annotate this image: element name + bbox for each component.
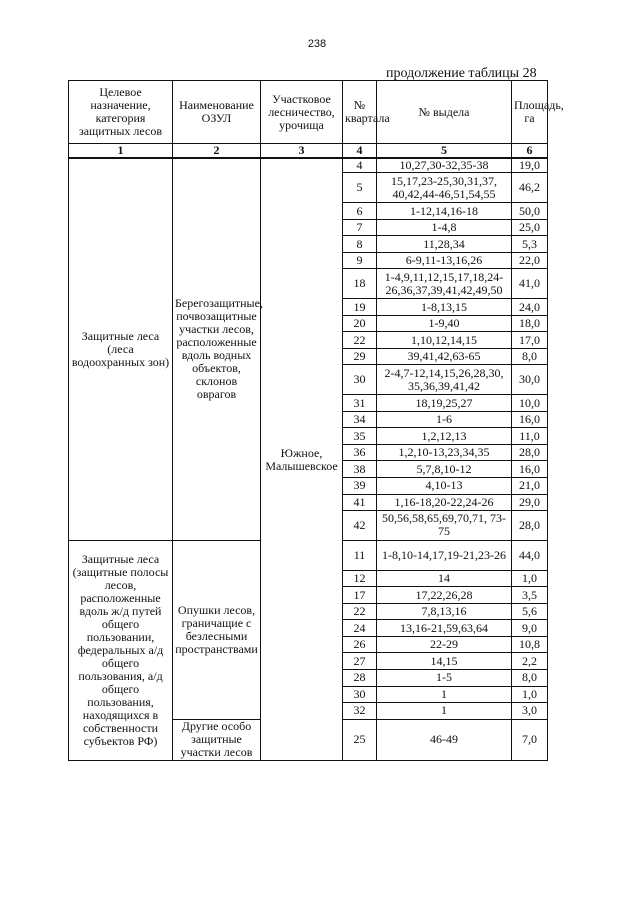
kvartal-cell: 5	[343, 173, 377, 203]
area-cell: 50,0	[512, 203, 548, 220]
kvartal-cell: 32	[343, 703, 377, 720]
area-cell: 16,0	[512, 411, 548, 428]
header-number: 2	[173, 144, 261, 159]
kvartal-cell: 38	[343, 461, 377, 478]
header-number-row	[69, 144, 548, 159]
kvartal-cell: 17	[343, 587, 377, 604]
header-row	[69, 81, 548, 144]
area-cell: 21,0	[512, 477, 548, 494]
area-cell: 3,0	[512, 703, 548, 720]
vydel-cell: 1,10,12,14,15	[377, 332, 512, 349]
area-cell: 24,0	[512, 299, 548, 316]
kvartal-cell: 7	[343, 219, 377, 236]
vydel-cell: 15,17,23-25,30,31,37, 40,42,44-46,51,54,55	[377, 173, 512, 203]
kvartal-cell: 29	[343, 348, 377, 365]
header-number: 4	[343, 144, 377, 159]
kvartal-cell: 30	[343, 686, 377, 703]
vydel-cell: 2-4,7-12,14,15,26,28,30, 35,36,39,41,42	[377, 365, 512, 395]
vydel-cell: 1,16-18,20-22,24-26	[377, 494, 512, 511]
kvartal-cell: 39	[343, 477, 377, 494]
table-body	[69, 158, 548, 761]
area-cell: 25,0	[512, 219, 548, 236]
kvartal-cell: 31	[343, 395, 377, 412]
area-cell: 46,2	[512, 173, 548, 203]
vydel-cell: 1-4,8	[377, 219, 512, 236]
area-cell: 10,0	[512, 395, 548, 412]
area-cell: 19,0	[512, 158, 548, 173]
area-cell: 3,5	[512, 587, 548, 604]
area-cell: 7,0	[512, 719, 548, 760]
area-cell: 28,0	[512, 444, 548, 461]
kvartal-cell: 27	[343, 653, 377, 670]
area-cell: 28,0	[512, 511, 548, 541]
vydel-cell: 1,2,12,13	[377, 428, 512, 445]
kvartal-cell: 42	[343, 511, 377, 541]
vydel-cell: 10,27,30-32,35-38	[377, 158, 512, 173]
kvartal-cell: 22	[343, 603, 377, 620]
kvartal-cell: 20	[343, 315, 377, 332]
kvartal-cell: 19	[343, 299, 377, 316]
area-cell: 18,0	[512, 315, 548, 332]
ozul-cell: Опушки лесов, граничащие с безлесными пространствами	[173, 540, 261, 719]
kvartal-cell: 36	[343, 444, 377, 461]
area-cell: 30,0	[512, 365, 548, 395]
vydel-cell: 7,8,13,16	[377, 603, 512, 620]
vydel-cell: 1-9,40	[377, 315, 512, 332]
vydel-cell: 1	[377, 703, 512, 720]
vydel-cell: 1,2,10-13,23,34,35	[377, 444, 512, 461]
area-cell: 1,0	[512, 686, 548, 703]
vydel-cell: 14	[377, 570, 512, 587]
vydel-cell: 22-29	[377, 636, 512, 653]
area-cell: 44,0	[512, 540, 548, 570]
kvartal-cell: 35	[343, 428, 377, 445]
vydel-cell: 1-5	[377, 669, 512, 686]
kvartal-cell: 9	[343, 252, 377, 269]
header-number: 6	[512, 144, 548, 159]
area-cell: 16,0	[512, 461, 548, 478]
header-purpose: Целевое назначение, категория защитных лесов	[69, 81, 173, 144]
area-cell: 2,2	[512, 653, 548, 670]
vydel-cell: 1	[377, 686, 512, 703]
area-cell: 10,8	[512, 636, 548, 653]
category-cell: Защитные леса (защитные полосы лесов, расположенные вдоль ж/д путей общего пользовании, федеральных а/д общего пользования, а/д общего пользования, находящихся в собственности субъектов РФ)	[69, 540, 173, 760]
kvartal-cell: 26	[343, 636, 377, 653]
ozul-cell: Берегозащитные, почвозащитные участки лесов, расположенные вдоль водных объектов, склонов оврагов	[173, 158, 261, 540]
area-cell: 17,0	[512, 332, 548, 349]
vydel-cell: 4,10-13	[377, 477, 512, 494]
header-area: Площадь, га	[512, 81, 548, 144]
kvartal-cell: 41	[343, 494, 377, 511]
area-cell: 8,0	[512, 669, 548, 686]
vydel-cell: 1-8,10-14,17,19-21,23-26	[377, 540, 512, 570]
kvartal-cell: 18	[343, 269, 377, 299]
table-continuation-caption: продолжение таблицы 28	[386, 66, 537, 81]
header-number: 5	[377, 144, 512, 159]
kvartal-cell: 30	[343, 365, 377, 395]
vydel-cell: 14,15	[377, 653, 512, 670]
page-number: 238	[307, 38, 327, 50]
vydel-cell: 17,22,26,28	[377, 587, 512, 604]
kvartal-cell: 4	[343, 158, 377, 173]
vydel-cell: 1-6	[377, 411, 512, 428]
area-cell: 1,0	[512, 570, 548, 587]
area-cell: 41,0	[512, 269, 548, 299]
kvartal-cell: 6	[343, 203, 377, 220]
vydel-cell: 46-49	[377, 719, 512, 760]
header-kvartal: № квартала	[343, 81, 377, 144]
kvartal-cell: 25	[343, 719, 377, 760]
area-cell: 5,3	[512, 236, 548, 253]
area-cell: 29,0	[512, 494, 548, 511]
vydel-cell: 1-12,14,16-18	[377, 203, 512, 220]
header-forestry: Участковое лесничество, урочища	[261, 81, 343, 144]
area-cell: 11,0	[512, 428, 548, 445]
header-number: 1	[69, 144, 173, 159]
kvartal-cell: 12	[343, 570, 377, 587]
area-cell: 9,0	[512, 620, 548, 637]
kvartal-cell: 34	[343, 411, 377, 428]
category-cell: Защитные леса (леса водоохранных зон)	[69, 158, 173, 540]
forest-table	[68, 80, 564, 761]
vydel-cell: 50,56,58,65,69,70,71, 73-75	[377, 511, 512, 541]
kvartal-cell: 8	[343, 236, 377, 253]
area-cell: 8,0	[512, 348, 548, 365]
forestry-cell: Южное, Малышевское	[261, 158, 343, 761]
ozul-cell: Другие особо защитные участки лесов	[173, 719, 261, 760]
header-vydel: № выдела	[377, 81, 512, 144]
vydel-cell: 6-9,11-13,16,26	[377, 252, 512, 269]
vydel-cell: 5,7,8,10-12	[377, 461, 512, 478]
vydel-cell: 1-8,13,15	[377, 299, 512, 316]
area-cell: 5,6	[512, 603, 548, 620]
kvartal-cell: 24	[343, 620, 377, 637]
vydel-cell: 13,16-21,59,63,64	[377, 620, 512, 637]
vydel-cell: 1-4,9,11,12,15,17,18,24-26,36,37,39,41,42,49,50	[377, 269, 512, 299]
area-cell: 22,0	[512, 252, 548, 269]
kvartal-cell: 11	[343, 540, 377, 570]
vydel-cell: 39,41,42,63-65	[377, 348, 512, 365]
header-number: 3	[261, 144, 343, 159]
vydel-cell: 11,28,34	[377, 236, 512, 253]
table-row	[69, 158, 548, 173]
kvartal-cell: 22	[343, 332, 377, 349]
kvartal-cell: 28	[343, 669, 377, 686]
header-ozul: Наименование ОЗУЛ	[173, 81, 261, 144]
vydel-cell: 18,19,25,27	[377, 395, 512, 412]
